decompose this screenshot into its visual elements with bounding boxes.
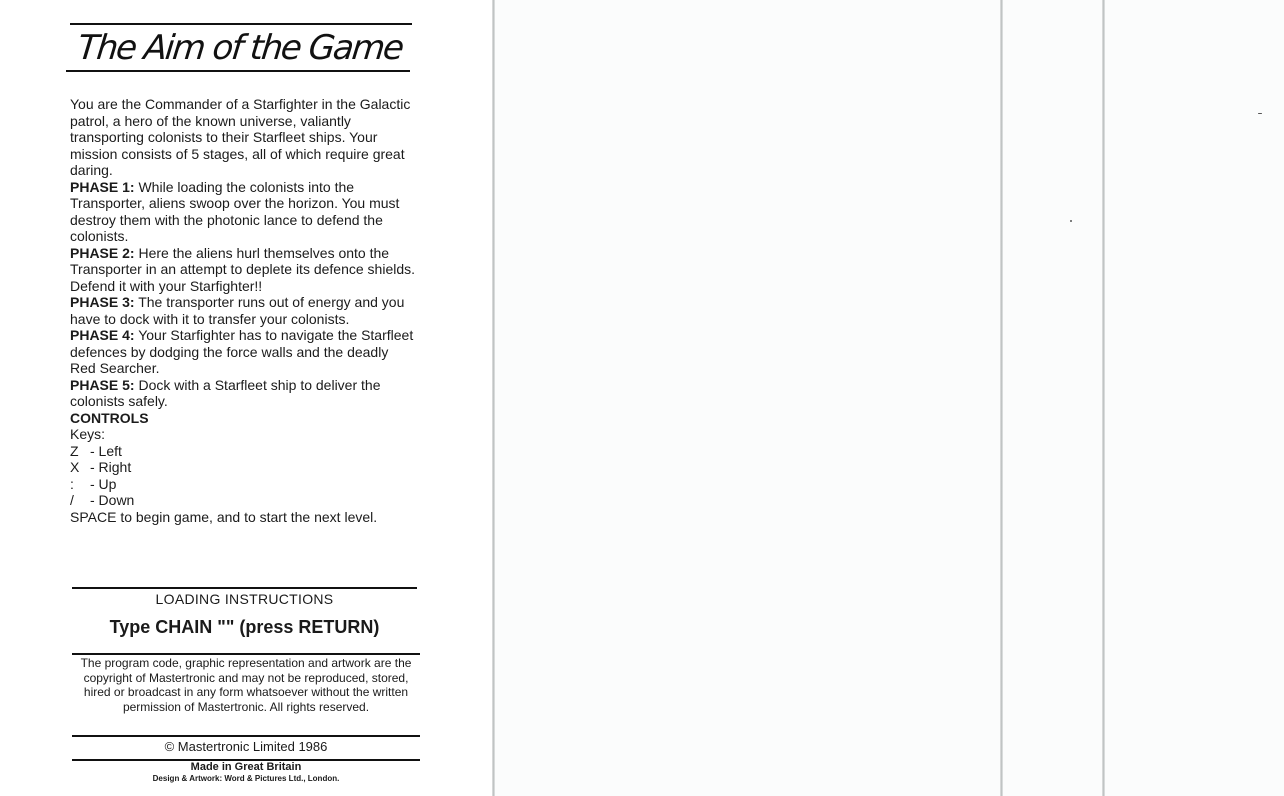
phase-label: PHASE 5: <box>70 376 135 393</box>
paper-speck <box>1258 113 1262 114</box>
loading-heading: LOADING INSTRUCTIONS <box>155 591 334 607</box>
fold-crease <box>1000 0 1003 796</box>
instruction-panel <box>0 0 492 796</box>
key-row <box>70 492 415 509</box>
phase-1 <box>70 179 415 245</box>
key-row <box>70 476 415 493</box>
game-description <box>70 96 415 525</box>
key-action: - Left <box>90 442 122 459</box>
key-action: - Right <box>90 459 132 475</box>
key-char: : <box>70 475 74 492</box>
key-row <box>70 459 415 476</box>
phase-label: PHASE 3: <box>70 294 135 310</box>
intro-paragraph: You are the Commander of a Starfighter in the Galactic patrol, a hero of the known universe, valiantly transporting colonists to their Starfleet ships. Your mission consists of 5 stages, all of which require great daring. <box>70 96 411 178</box>
loading-bottom-rule <box>72 653 420 655</box>
key-char: Z <box>70 442 79 459</box>
phase-text: Your Starfighter has to navigate the Starfleet defences by dodging the force walls and the deadly Red Searcher. <box>70 327 414 376</box>
phase-text: The transporter runs out of energy and you have to dock with it to transfer your colonists. <box>70 294 405 327</box>
copyright-line: © Mastertronic Limited 1986 <box>164 739 328 754</box>
phase-label: PHASE 1: <box>70 178 135 195</box>
phase-5 <box>70 377 415 410</box>
loading-command: Type CHAIN "" (press RETURN) <box>109 617 380 637</box>
keys-label: Keys: <box>70 426 106 442</box>
key-action: - Down <box>90 492 135 508</box>
phase-3 <box>70 294 415 327</box>
phase-2 <box>70 245 415 295</box>
phase-label: PHASE 4: <box>70 327 135 343</box>
key-action: - Up <box>90 475 117 492</box>
phase-4 <box>70 327 415 377</box>
phase-label: PHASE 2: <box>70 244 135 261</box>
phase-text: While loading the colonists into the Transporter, aliens swoop over the horizon. You must destroy them with the photonic lance to defend the colonists. <box>70 178 400 244</box>
space-note: SPACE to begin game, and to start the next level. <box>70 508 378 525</box>
copyright-rule <box>72 735 420 737</box>
copyright-notice: The program code, graphic representation and artwork are the copyright of Mastertronic and may not be reproduced, stored, hired or broadcast in any form whatsoever without the written permission of Mastertronic. All rights reserved. <box>80 656 412 714</box>
fold-crease <box>1102 0 1105 796</box>
title-top-rule <box>70 23 412 25</box>
controls-heading: CONTROLS <box>70 409 149 426</box>
phase-text: Here the aliens hurl themselves onto the Transporter in an attempt to deplete its defence shields. Defend it with your Starfighter!! <box>70 244 416 294</box>
phase-text: Dock with a Starfleet ship to deliver the colonists safely. <box>70 376 381 409</box>
title-bottom-rule <box>66 70 410 72</box>
page-title: The Aim of the Game <box>75 28 405 68</box>
paper-speck <box>1070 220 1072 222</box>
credits-line: Design & Artwork: Word & Pictures Ltd., London. <box>152 774 340 783</box>
key-char: / <box>70 492 74 508</box>
fold-crease <box>492 0 495 796</box>
made-in-label: Made in Great Britain <box>190 761 302 773</box>
key-char: X <box>70 459 80 475</box>
key-row <box>70 443 415 460</box>
loading-top-rule <box>72 587 417 589</box>
